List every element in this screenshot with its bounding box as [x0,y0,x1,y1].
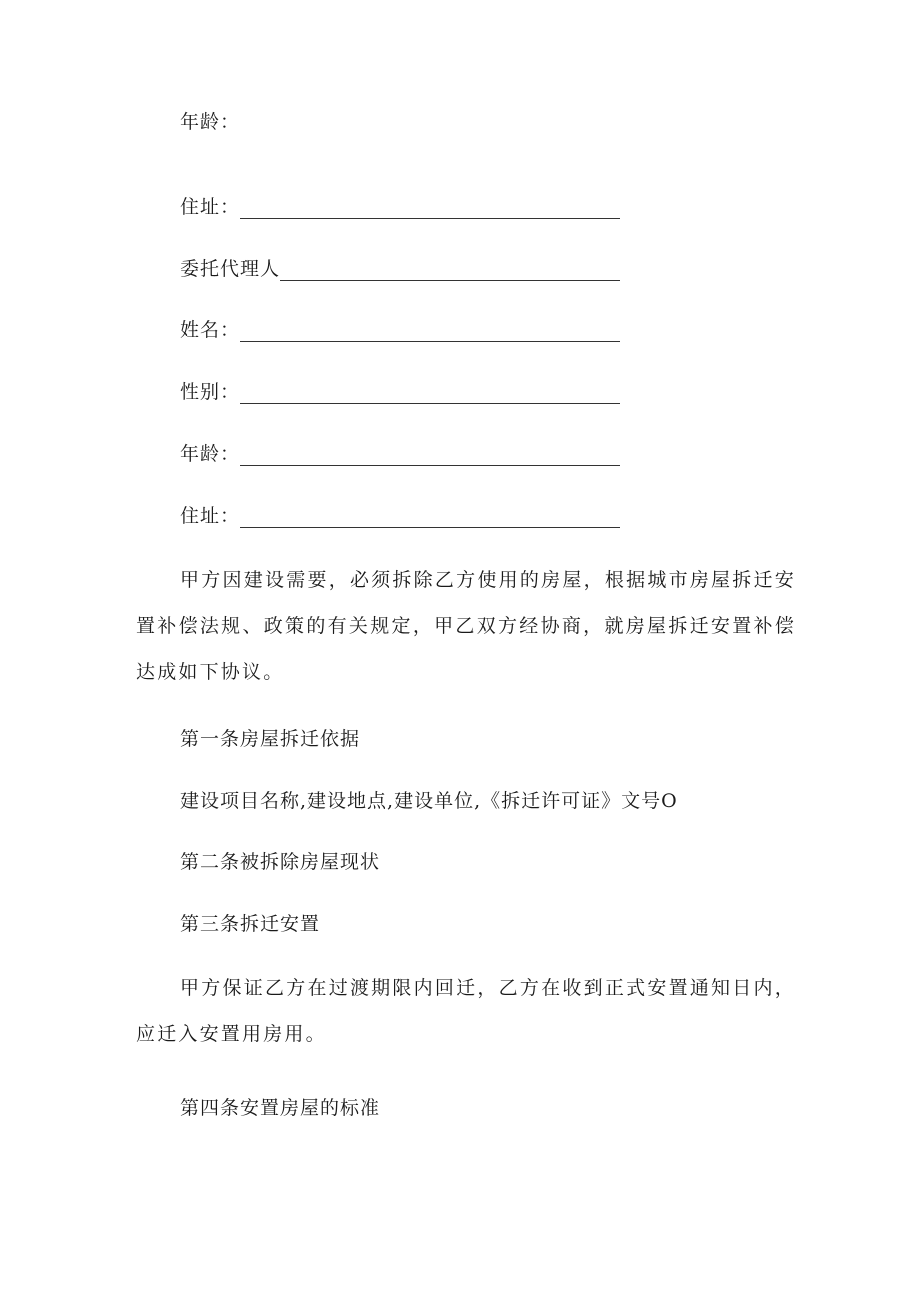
article1-title: 第一条房屋拆迁依据 [180,728,361,750]
name-input-line[interactable] [240,321,620,342]
address-input-line-2[interactable] [240,507,620,528]
agent-label: 委托代理人 [180,258,281,280]
age-label: 年龄： [180,443,241,465]
article1-text: 建设项目名称,建设地点,建设单位,《拆迁许可证》文号O [180,790,678,812]
intro-paragraph: 甲方因建设需要，必须拆除乙方使用的房屋，根据城市房屋拆迁安置补偿法规、政策的有关规定，甲乙双方经协商，就房屋拆迁安置补偿达成如下协议。 [136,569,796,683]
age-label-top: 年龄： [180,111,241,133]
article3-paragraph: 甲方保证乙方在过渡期限内回迁，乙方在收到正式安置通知日内，应迁入安置用房用。 [136,977,796,1045]
address-label: 住址： [180,196,241,218]
article3-title: 第三条拆迁安置 [180,913,321,935]
age-input-line[interactable] [240,445,620,466]
agent-input-line[interactable] [280,260,620,281]
name-label: 姓名： [180,319,241,341]
gender-field-row [180,380,620,404]
article2-title: 第二条被拆除房屋现状 [180,851,381,873]
article4-title: 第四条安置房屋的标准 [180,1097,381,1119]
gender-input-line[interactable] [240,383,620,404]
address-label-2: 住址： [180,505,241,527]
gender-label: 性别： [180,381,241,403]
age-field-row [180,442,620,466]
address-input-line[interactable] [240,198,620,219]
name-field-row [180,318,620,342]
address-field-row [180,195,620,219]
agent-field-row [180,257,620,281]
address-field-row-2 [180,504,620,528]
